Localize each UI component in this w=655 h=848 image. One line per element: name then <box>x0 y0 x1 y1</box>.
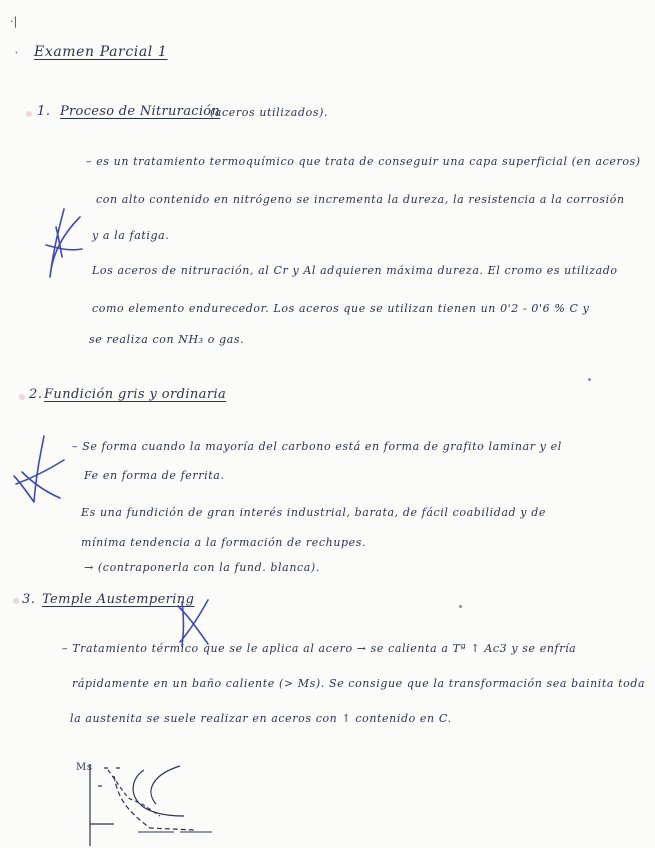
corner-mark: ·| <box>10 15 18 28</box>
page-title: Examen Parcial 1 <box>34 44 168 60</box>
section-1-line-3: y a la fatiga. <box>92 229 170 242</box>
section-2-line-1: – Se forma cuando la mayoría del carbono está en forma de grafito laminar y el <box>72 440 562 453</box>
section-1-line-1: – es un tratamiento termoquímico que trata de conseguir una capa superficial (en aceros) <box>86 155 641 168</box>
section-1-line-6: se realiza con NH₃ o gas. <box>89 333 245 346</box>
section-3-line-3: la austenita se suele realizar en aceros con ↑ contenido en C. <box>70 712 452 725</box>
bullet-dot <box>13 598 19 604</box>
diagram-ms-label: Ms <box>76 762 93 773</box>
bullet-dot <box>26 111 32 117</box>
section-2-line-2: Fe en forma de ferrita. <box>84 469 225 482</box>
ttt-diagram-sketch <box>84 756 224 848</box>
section-3-number: 3. <box>22 592 36 607</box>
section-2-line-4: mínima tendencia a la formación de rechupes. <box>81 536 367 549</box>
section-1-line-5: como elemento endurecedor. Los aceros que se utilizan tienen un 0'2 - 0'6 % C y <box>92 302 590 315</box>
section-2-heading: Fundición gris y ordinaria <box>44 387 227 402</box>
section-3-line-2: rápidamente en un baño caliente (> Ms). Se consigue que la transformación sea bainita toda <box>72 677 646 690</box>
section-2-number: 2. <box>29 387 43 402</box>
section-3-heading: Temple Austempering <box>42 592 195 607</box>
section-2-line-3: Es una fundición de gran interés industrial, barata, de fácil coabilidad y de <box>81 506 546 519</box>
section-1-number: 1. <box>37 104 51 119</box>
grader-check-mark-icon <box>10 432 70 512</box>
section-2-line-5: → (contraponerla con la fund. blanca). <box>84 561 320 574</box>
bullet-dot <box>19 394 25 400</box>
section-1-note: (aceros utilizados). <box>210 106 329 119</box>
section-1-heading: Proceso de Nitruración <box>60 104 221 119</box>
stray-dot <box>459 605 462 608</box>
corner-mark-2: ㆍ <box>11 49 20 59</box>
section-1-line-2: con alto contenido en nitrógeno se incrementa la dureza, la resistencia a la corrosión <box>96 193 625 206</box>
section-1-line-4: Los aceros de nitruración, al Cr y Al adquieren máxima dureza. El cromo es utilizado <box>92 264 618 277</box>
grader-check-mark-icon <box>40 205 90 285</box>
stray-dot <box>588 378 591 381</box>
section-3-line-1: – Tratamiento térmico que se le aplica al acero → se calienta a Tª ↑ Ac3 y se enfría <box>62 642 577 655</box>
